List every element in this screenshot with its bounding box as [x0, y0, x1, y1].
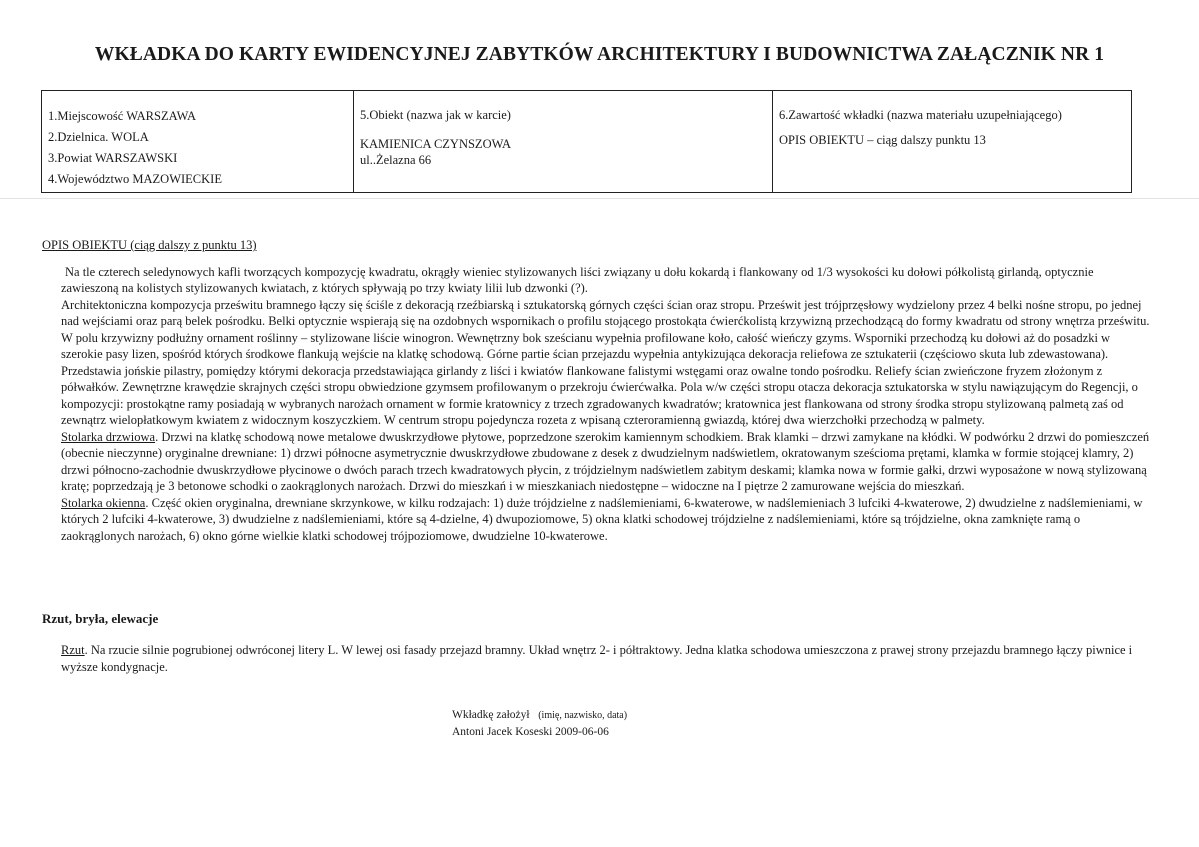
description-body — [42, 237, 1152, 544]
section-heading: OPIS OBIEKTU (ciąg dalszy z punktu 13) — [42, 238, 257, 252]
paragraph-doors — [42, 429, 1152, 495]
location-cell — [42, 91, 354, 192]
signature-label: Wkładkę założył — [452, 709, 530, 721]
paragraph-windows — [42, 495, 1152, 545]
signature-block — [452, 707, 627, 740]
page-title: WKŁADKA DO KARTY EWIDENCYJNEJ ZABYTKÓW ARCHITEKTURY I BUDOWNICTWA ZAŁĄCZNIK NR 1 — [94, 44, 1105, 65]
location-district: 2.Dzielnica. WOLA — [48, 130, 149, 144]
divider — [0, 198, 1199, 199]
header-table — [41, 90, 1132, 193]
location-county: 3.Powiat WARSZAWSKI — [48, 151, 178, 165]
windows-label: Stolarka okienna — [61, 495, 146, 510]
location-city: 1.Miejscowość WARSZAWA — [48, 109, 197, 123]
content-label: 6.Zawartość wkładki (nazwa materiału uzupełniającego) — [779, 108, 1062, 122]
doors-label: Stolarka drzwiowa — [61, 429, 156, 444]
object-label: 5.Obiekt (nazwa jak w karcie) — [360, 108, 511, 122]
paragraph-plan — [61, 642, 1151, 676]
object-address: ul..Żelazna 66 — [360, 153, 432, 167]
signature-value: Antoni Jacek Koseski 2009-06-06 — [452, 726, 609, 738]
object-cell — [354, 91, 773, 192]
signature-note: (imię, nazwisko, data) — [538, 710, 628, 721]
plan-text: . Na rzucie silnie pogrubionej odwróconej litery L. W lewej osi fasady przejazd bramny. Układ wnętrz 2- i półtraktowy. Jedna klatka schodowa umieszczona z prawej strony przejazdu bramnego łączy piwnice i wyższe kondygnacje. — [61, 643, 1133, 674]
location-voivodeship: 4.Województwo MAZOWIECKIE — [48, 172, 222, 186]
doors-text: . Drzwi na klatkę schodową nowe metalowe dwuskrzydłowe płytowe, poprzedzone szerokim kamiennym schodkiem. Brak klamki – drzwi zamykane na kłódki. W podwórku 2 drzwi do pomieszczeń (obecnie nieczynne) oryginalne drewniane: 1) drzwi północne asymetrycznie dwuskrzydłowe zbudowane z desek z dwudzielnym nadświetlem, okratowanym sześcioma prętami, klamka w formie stojącej klamry, 2) drzwi północno-zachodnie dwuskrzydłowe płycinowe o dwóch parach trzech kwadratowych płycin, z trójdzielnym nadświetlem zabitym deskami; klamka nowa w formie gałki, drzwi wyposażone w nową stylizowaną kratę; poprzedzają je 3 betonowe schodki o zaokrąglonych narożach. Drzwi do mieszkań i w mieszkaniach niedostępne – widoczne na I piętrze 2 zamurowane wejścia do mieszkań. — [61, 429, 1150, 493]
subheading-plan: Rzut, bryła, elewacje — [42, 611, 159, 626]
paragraph-architecture: Architektoniczna kompozycja prześwitu bramnego łączy się ściśle z dekoracją rzeźbiarską i sztukatorską górnych części ścian oraz stropu. Prześwit jest trójprzęsłowy wydzielony przez 4 belki nośne stropu, po jednej nad wejściami oraz parą belek pośrodku. Belki optycznie wspierają się na ozdobnych wspornikach o profilu stojącego prostokąta ćwierćkolistą krzywizną przechodzącą do formy kwadratu od strony wnętrza prześwitu. W polu krzywizny podłużny ornament roślinny – stylizowane liście winogron. Wewnętrzny bok sześcianu wypełnia profilowane koło, całość wieńczy gzyms. Wsporniki przechodzą ku dołowi aż do posadzki w szerokie pasy lizen, spośród których środkowe flankują wejście na klatkę schodową. Górne partie ścian przejazdu wypełnia antykizująca dekoracja reliefowa ze sztukaterii (częściowo skuta lub zdewastowana). Przedstawia jońskie pilastry, pomiędzy którymi dekoracja przedstawiająca girlandy z liści i kwiatów flankowane falistymi wstęgami oraz owalne tondo pośrodku. Reliefy ścian zwieńczone fryzem złożonym z półwałków. Zewnętrzne krawędzie skrajnych części stropu obwiedzione gzymsem profilowanym o przekroju ćwierćwałka. Pola w/w części stropu otacza dekoracja sztukatorska w stylu nawiązującym do Regencji, o kompozycji: prostokątne ramy posiadają w wybranych narożach ornament w formie kratownicy z trzech zgradowanych kwadratów; kratownica jest flankowana od strony środka stropu stylizowaną palmetą zaś od zewnątrz wielopłatkowym kwiatem z widocznym koszyczkiem. W centrum stropu pojedyncza rozeta z wpisaną czteroramienną gwiazdą, której dwa wierzchołki przechodzą w palmety. — [61, 297, 1150, 427]
paragraph-tiles: Na tle czterech seledynowych kafli tworzących kompozycję kwadratu, okrągły wieniec stylizowanych liści związany u dołu kokardą i flankowany od 1/3 wysokości ku dołowi półkolistą girlandą, optycznie zawieszoną na kolistych stylizowanych kwiatach, z których spływają po trzy kwiaty lilii lub dzwonki (?). — [61, 264, 1094, 295]
content-desc: OPIS OBIEKTU – ciąg dalszy punktu 13 — [779, 133, 986, 147]
object-name: KAMIENICA CZYNSZOWA — [360, 137, 512, 151]
plan-label: Rzut — [61, 643, 85, 657]
content-cell — [773, 91, 1131, 192]
windows-text: . Część okien oryginalna, drewniane skrzynkowe, w kilku rodzajach: 1) duże trójdzielne z nadślemieniami, 6-kwaterowe, w nadślemieniach 3 lufciki 4-kwaterowe, 2) dwudzielne z nadślemieniami, w których 2 lufciki 4-kwaterowe, 3) dwudzielne z nadślemieniami, które są 4-dzielne, 4) dwupoziomowe, 5) okna klatki schodowej trójdzielne z nadślemieniami, które są trójdzielne, okna zamknięte ramą o zaokrąglonych narożach, 6) okno górne wielkie klatki schodowej trójpoziomowe, dwudzielne 10-kwaterowe. — [61, 495, 1143, 543]
